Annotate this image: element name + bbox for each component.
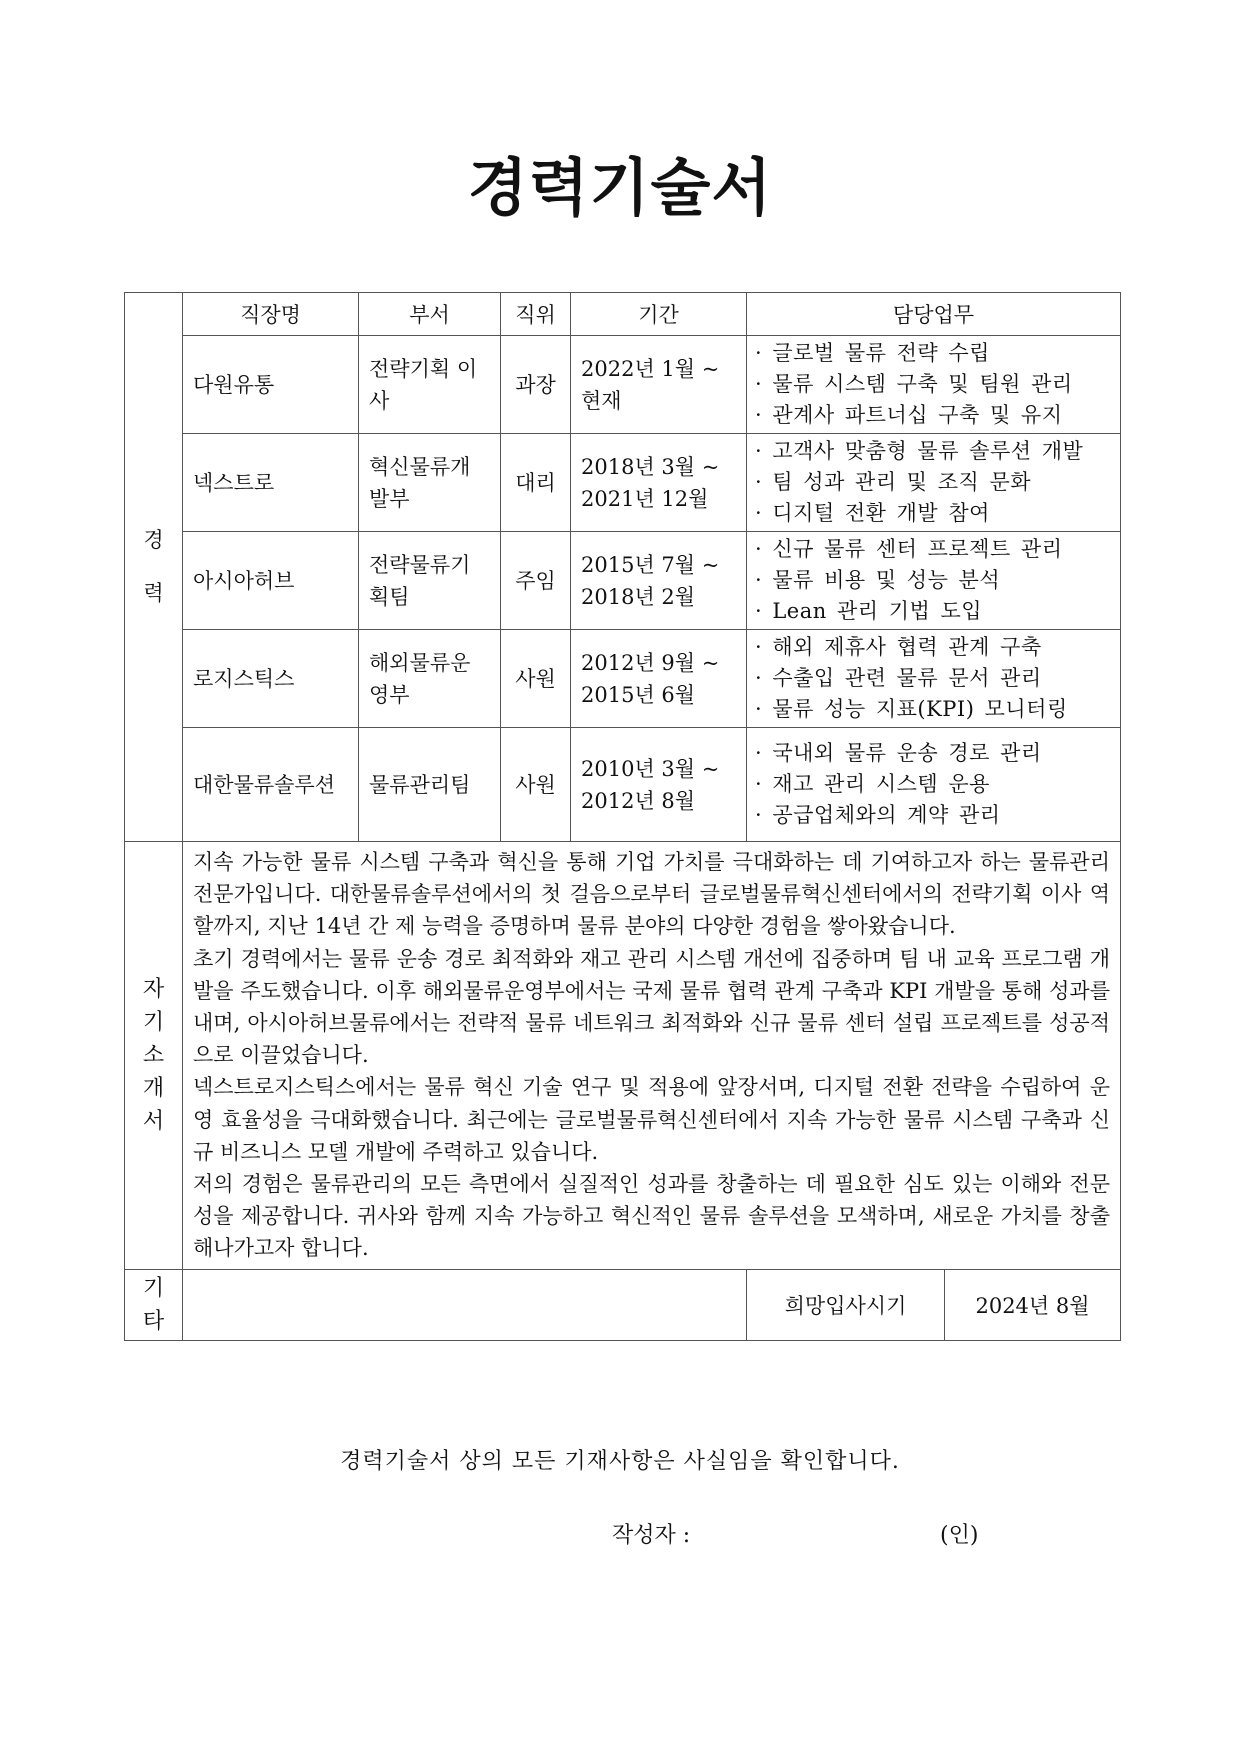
duties-list: · 글로벌 물류 전략 수립 · 물류 시스템 구축 및 팀원 관리 · 관계사 파트너십 구축 및 유지 [747, 336, 1121, 434]
position: 사원 [501, 630, 571, 728]
company-name: 아시아허브 [183, 532, 359, 630]
career-row [125, 630, 1121, 728]
document-title: 경력기술서 [467, 151, 773, 224]
position: 대리 [501, 434, 571, 532]
position: 사원 [501, 728, 571, 842]
header-duties: 담당업무 [747, 293, 1121, 336]
career-table [124, 292, 1121, 1341]
etc-section-label: 기 타 [125, 1269, 183, 1340]
career-row [125, 728, 1121, 842]
header-department: 부서 [359, 293, 501, 336]
intro-paragraph: 넥스트로지스틱스에서는 물류 혁신 기술 연구 및 적용에 앞장서며, 디지털 전환 전략을 수립하여 운영 효율성을 극대화했습니다. 최근에는 글로벌물류혁신센터에서 지속 가능한 물류 시스템 구축과 신규 비즈니스 모델 개발에 주력하고 있습니다. [193, 1075, 1110, 1164]
period: 2018년 3월 ~ 2021년 12월 [571, 434, 747, 532]
department: 전략기획 이 사 [359, 336, 501, 434]
etc-row [125, 1269, 1121, 1340]
duties-list: · 해외 제휴사 협력 관계 구축 · 수출입 관련 물류 문서 관리 · 물류 성능 지표(KPI) 모니터링 [747, 630, 1121, 728]
intro-paragraph: 저의 경험은 물류관리의 모든 측면에서 실질적인 성과를 창출하는 데 필요한 심도 있는 이해와 전문성을 제공합니다. 귀사와 함께 지속 가능하고 혁신적인 물류 솔루션을 모색하며, 새로운 가치를 창출해나가고자 합니다. [193, 1172, 1110, 1261]
career-row [125, 532, 1121, 630]
seal-label: (인) [940, 1523, 979, 1548]
period: 2022년 1월 ~ 현재 [571, 336, 747, 434]
department: 혁신물류개 발부 [359, 434, 501, 532]
confirmation-statement: 경력기술서 상의 모든 기재사항은 사실임을 확인합니다. [340, 1449, 900, 1474]
self-introduction [183, 842, 1121, 1270]
company-name: 로지스틱스 [183, 630, 359, 728]
career-header-row [125, 293, 1121, 336]
duties-list: · 고객사 맞춤형 물류 솔루션 개발 · 팀 성과 관리 및 조직 문화 · 디지털 전환 개발 참여 [747, 434, 1121, 532]
writer-label: 작성자 : [612, 1523, 691, 1548]
position: 과장 [501, 336, 571, 434]
position: 주임 [501, 532, 571, 630]
intro-paragraph: 지속 가능한 물류 시스템 구축과 혁신을 통해 기업 가치를 극대화하는 데 기여하고자 하는 물류관리 전문가입니다. 대한물류솔루션에서의 첫 걸음으로부터 글로벌물류혁신센터에서의 전략기획 이사 역할까지, 지난 14년 간 제 능력을 증명하며 물류 분야의 다양한 경험을 쌓아왔습니다. [193, 850, 1110, 939]
department: 해외물류운 영부 [359, 630, 501, 728]
career-row [125, 434, 1121, 532]
duties-list: · 신규 물류 센터 프로젝트 관리 · 물류 비용 및 성능 분석 · Lean 관리 기법 도입 [747, 532, 1121, 630]
duties-list: · 국내외 물류 운송 경로 관리 · 재고 관리 시스템 운용 · 공급업체와의 계약 관리 [747, 728, 1121, 842]
career-section-label: 경 력 [125, 293, 183, 842]
intro-section-label: 자 기 소 개 서 [125, 842, 183, 1270]
period: 2012년 9월 ~ 2015년 6월 [571, 630, 747, 728]
desired-date-value: 2024년 8월 [945, 1269, 1121, 1340]
period: 2015년 7월 ~ 2018년 2월 [571, 532, 747, 630]
intro-paragraph: 초기 경력에서는 물류 운송 경로 최적화와 재고 관리 시스템 개선에 집중하며 팀 내 교육 프로그램 개발을 주도했습니다. 이후 해외물류운영부에서는 국제 물류 협력 관계 구축과 KPI 개발을 통해 성과를 내며, 아시아허브물류에서는 전략적 물류 네트워크 최적화와 신규 물류 센터 설립 프로젝트를 성공적으로 이끌었습니다. [193, 946, 1110, 1068]
company-name: 넥스트로 [183, 434, 359, 532]
period: 2010년 3월 ~ 2012년 8월 [571, 728, 747, 842]
etc-blank [183, 1269, 747, 1340]
header-company: 직장명 [183, 293, 359, 336]
department: 전략물류기 획팀 [359, 532, 501, 630]
header-position: 직위 [501, 293, 571, 336]
career-row [125, 336, 1121, 434]
department: 물류관리팀 [359, 728, 501, 842]
desired-date-label: 희망입사시기 [747, 1269, 945, 1340]
company-name: 대한물류솔루션 [183, 728, 359, 842]
intro-row [125, 842, 1121, 1270]
header-period: 기간 [571, 293, 747, 336]
company-name: 다원유통 [183, 336, 359, 434]
